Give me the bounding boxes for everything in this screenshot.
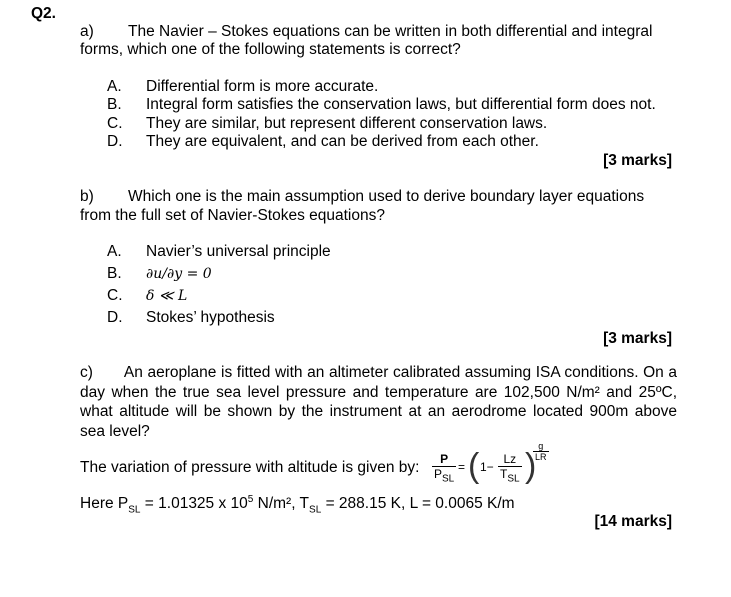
option-text: Differential form is more accurate.: [146, 78, 379, 95]
formula-p: P: [440, 452, 449, 466]
formula-right-paren: ): [525, 447, 537, 485]
option-letter: B.: [107, 265, 122, 282]
part-b-marks: [3 marks]: [603, 330, 672, 347]
option-text: They are equivalent, and can be derived from each other.: [146, 133, 539, 150]
option-letter: D.: [107, 133, 123, 150]
option-letter: C.: [107, 287, 123, 304]
part-a-line1: The Navier – Stokes equations can be written in both differential and integral: [128, 23, 653, 40]
part-c-paragraph: [80, 363, 677, 441]
option-text: Stokes’ hypothesis: [146, 309, 275, 326]
part-c-marks: [14 marks]: [594, 513, 672, 530]
part-a-line2: forms, which one of the following statements is correct?: [80, 41, 461, 58]
formula-intro: The variation of pressure with altitude is given by:: [80, 459, 420, 476]
part-c-label: c): [80, 364, 93, 381]
part-a-marks: [3 marks]: [603, 152, 672, 169]
part-b-line2: from the full set of Navier-Stokes equations?: [80, 207, 385, 224]
formula-left-paren: (: [468, 447, 480, 485]
formula-exp-g: g: [538, 441, 544, 451]
part-b-line1: Which one is the main assumption used to derive boundary layer equations: [128, 188, 645, 205]
question-number: Q2.: [31, 5, 56, 22]
part-a-label: a): [80, 23, 94, 40]
formula-psl: $P_{SL}$: [434, 467, 455, 485]
formula-tsl: $T_{SL}$: [500, 467, 520, 485]
constants-line: Here $P_{SL} = 1.01325$ x $10^5$ N/m², $T_{SL} = 288.15$ K, L = 0.0065 K/m: [80, 494, 515, 516]
option-text: Integral form satisfies the conservation laws, but differential form does not.: [146, 96, 656, 113]
option-letter: B.: [107, 96, 122, 113]
option-letter: A.: [107, 78, 122, 95]
part-b-label: b): [80, 188, 94, 205]
formula-rhs-fraction: [498, 452, 522, 486]
option-letter: C.: [107, 115, 123, 132]
formula-exp-lr: LR: [535, 452, 547, 462]
formula-lz: Lz: [503, 452, 517, 466]
option-math: δ ≪ L: [146, 288, 188, 304]
formula-lhs-fraction: [432, 452, 456, 486]
option-text: They are similar, but represent different conservation laws.: [146, 115, 548, 132]
formula-exponent: [533, 441, 549, 462]
option-letter: D.: [107, 309, 123, 326]
option-text: Navier’s universal principle: [146, 243, 331, 260]
option-letter: A.: [107, 243, 122, 260]
formula-equals: =: [458, 460, 466, 474]
part-c-text: An aeroplane is fitted with an altimeter calibrated assuming ISA conditions. On a day when the true sea level pressure and temperature are 102,500 N/m² and 25ºC, what altitude will be shown by the instrument at an aerodrome located 900m above sea level?: [80, 364, 677, 440]
formula-one-minus: 1−: [480, 460, 494, 474]
option-math: ∂u/∂y = 0: [146, 266, 212, 282]
